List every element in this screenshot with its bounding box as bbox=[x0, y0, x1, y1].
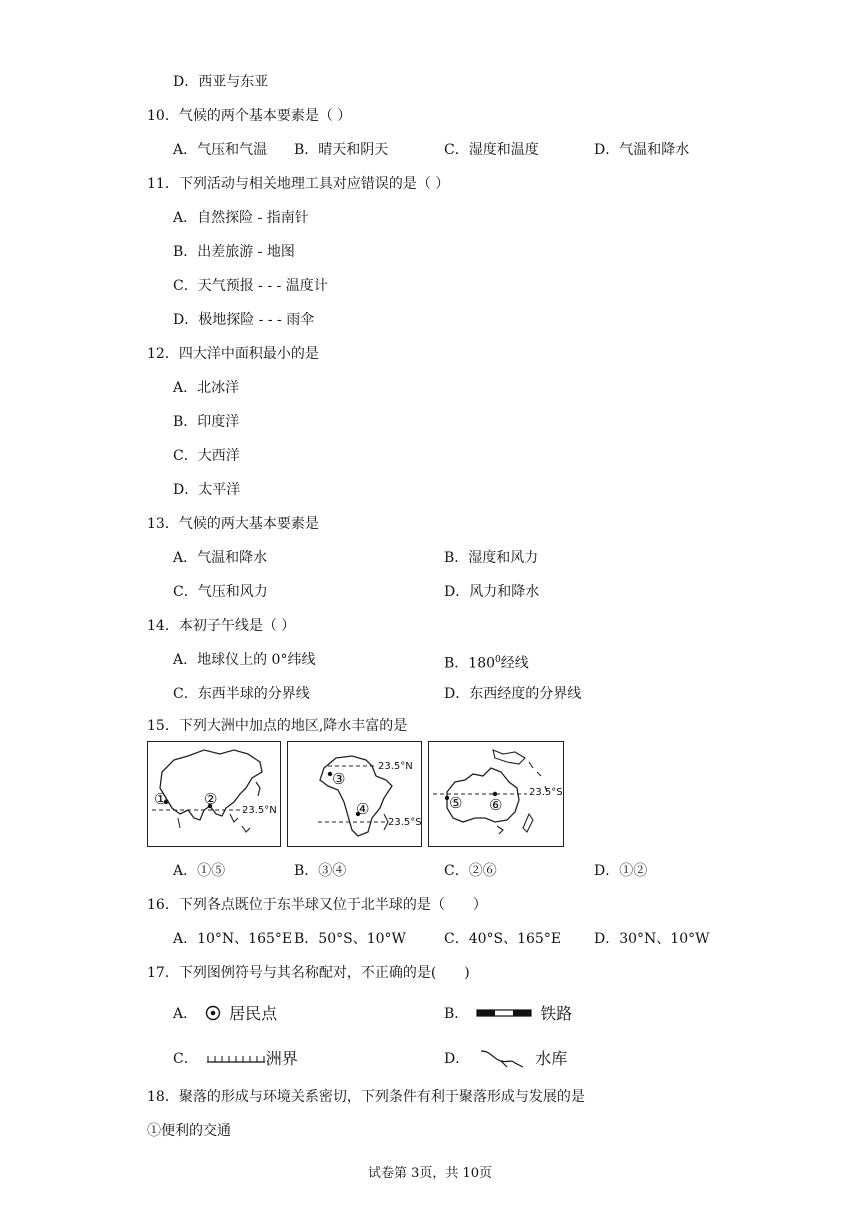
page-footer: 试卷第 3页，共 10页 bbox=[367, 1166, 493, 1181]
q14-option-d: D．东西经度的分界线 bbox=[444, 686, 582, 702]
q17-stem: 17．下列图例符号与其名称配对，不正确的是( ) bbox=[147, 965, 470, 981]
q12-option-b: B．印度洋 bbox=[173, 414, 240, 430]
q17-option-a-prefix: A． bbox=[173, 1005, 198, 1022]
q17-option-a-label: 居民点 bbox=[229, 1004, 278, 1023]
q16-option-a: A．10°N、165°E bbox=[173, 931, 293, 947]
q11-option-d: D．极地探险 - - - 雨伞 bbox=[173, 312, 315, 328]
q13-option-a: A．气温和降水 bbox=[173, 550, 268, 566]
q12-option-d: D．太平洋 bbox=[173, 482, 241, 498]
railway-symbol-icon bbox=[476, 1008, 532, 1018]
q11-option-a: A．自然探险 - 指南针 bbox=[173, 210, 309, 226]
q13-option-d: D．风力和降水 bbox=[444, 584, 540, 600]
q10-option-c: C．湿度和温度 bbox=[444, 142, 539, 158]
q13-option-c: C．气压和风力 bbox=[173, 584, 268, 600]
q14-option-b-suffix: 经线 bbox=[500, 655, 529, 672]
q16-stem: 16．下列各点既位于东半球又位于北半球的是（ ） bbox=[147, 897, 487, 913]
africa-south-latitude-label: 23.5°S bbox=[388, 817, 422, 828]
q18-item-1: ①便利的交通 bbox=[147, 1123, 231, 1139]
q15-stem: 15．下列大洲中加点的地区,降水丰富的是 bbox=[147, 718, 408, 734]
map-marker-2: ② bbox=[204, 790, 218, 808]
reservoir-symbol-icon bbox=[477, 1047, 527, 1069]
map-marker-3: ③ bbox=[332, 770, 346, 788]
q17-option-a bbox=[173, 1001, 277, 1024]
map-marker-1: ① bbox=[154, 790, 168, 808]
q11-stem: 11．下列活动与相关地理工具对应错误的是（ ） bbox=[147, 176, 450, 192]
q17-option-b-prefix: B． bbox=[444, 1005, 469, 1022]
q11-option-c: C．天气预报 - - - 温度计 bbox=[173, 278, 328, 294]
q10-stem: 10．气候的两个基本要素是（ ） bbox=[147, 108, 352, 124]
q15-option-d: D．①② bbox=[594, 863, 648, 879]
q17-option-c bbox=[173, 1046, 298, 1069]
q13-stem: 13．气候的两大基本要素是 bbox=[147, 516, 319, 532]
q15-option-c: C．②⑥ bbox=[444, 863, 497, 879]
continent-boundary-symbol-icon bbox=[206, 1052, 266, 1064]
q17-option-d bbox=[444, 1046, 567, 1069]
australia-map bbox=[428, 741, 564, 847]
q12-option-a: A．北冰洋 bbox=[173, 380, 240, 396]
q15-option-b: B．③④ bbox=[294, 863, 347, 879]
q10-option-d: D．气温和降水 bbox=[594, 142, 690, 158]
q12-stem: 12．四大洋中面积最小的是 bbox=[147, 346, 319, 362]
q14-option-a: A．地球仪上的 0°纬线 bbox=[173, 652, 316, 668]
q14-stem: 14．本初子午线是（ ） bbox=[147, 618, 296, 634]
q18-stem: 18．聚落的形成与环境关系密切，下列条件有利于聚落形成与发展的是 bbox=[147, 1089, 585, 1105]
q15-option-a: A．①⑤ bbox=[173, 863, 226, 879]
asia-map bbox=[147, 741, 281, 847]
q12-option-c: C．大西洋 bbox=[173, 448, 240, 464]
q10-option-b: B．晴天和阴天 bbox=[294, 142, 389, 158]
map-marker-5: ⑤ bbox=[449, 794, 463, 812]
australia-latitude-label: 23.5°S bbox=[529, 787, 563, 798]
q9-option-d: D．西亚与东亚 bbox=[173, 74, 269, 90]
q14-option-b-sup: 0 bbox=[495, 655, 501, 665]
q14-option-b-prefix: B．180 bbox=[444, 655, 496, 672]
q16-option-c: C．40°S、165°E bbox=[444, 931, 562, 947]
q11-option-b: B．出差旅游 - 地图 bbox=[173, 244, 295, 260]
settlement-symbol-icon bbox=[205, 1005, 221, 1021]
q17-option-c-label: 洲界 bbox=[265, 1049, 298, 1068]
q10-option-a: A．气压和气温 bbox=[173, 142, 268, 158]
q17-option-d-label: 水库 bbox=[535, 1049, 568, 1068]
africa-north-latitude-label: 23.5°N bbox=[378, 761, 413, 772]
q14-option-c: C．东西半球的分界线 bbox=[173, 686, 310, 702]
africa-map bbox=[287, 741, 422, 847]
map-marker-6: ⑥ bbox=[489, 796, 503, 814]
q16-option-b: B．50°S、10°W bbox=[294, 931, 406, 947]
asia-latitude-label: 23.5°N bbox=[242, 805, 277, 816]
q14-option-b bbox=[444, 651, 529, 673]
map-marker-4: ④ bbox=[356, 800, 370, 818]
q17-option-b-label: 铁路 bbox=[540, 1004, 573, 1023]
q16-option-d: D．30°N、10°W bbox=[594, 931, 710, 947]
q13-option-b: B．湿度和风力 bbox=[444, 550, 539, 566]
q17-option-d-prefix: D． bbox=[444, 1050, 470, 1067]
q17-option-c-prefix: C． bbox=[173, 1050, 198, 1067]
q17-option-b bbox=[444, 1001, 572, 1024]
